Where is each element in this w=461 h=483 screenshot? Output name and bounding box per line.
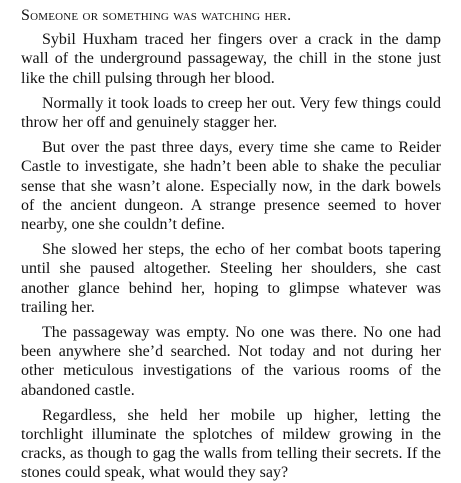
paragraph-3: But over the past three days, every time she came to Reider Castle to investigate, she hadn’t been able to shake the peculiar sense that she wasn’t alone. Especially now, in the dark bowels of the ancient dungeon. A strange presence seemed to hover nearby, one she couldn’t define. xyxy=(21,139,441,234)
paragraph-1: Sybil Huxham traced her fingers over a crack in the damp wall of the underground passageway, the chill in the stone just like the chill pulsing through her blood. xyxy=(21,31,441,87)
opening-line: Someone or something was watching her. xyxy=(21,7,292,24)
paragraph-4: She slowed her steps, the echo of her combat boots tapering until she paused altogether. Steeling her shoulders, she cast another glance behind her, hoping to glimpse whatever was trailing her. xyxy=(21,241,441,316)
paragraph-5: The passageway was empty. No one was there. No one had been anywhere she’d searched. Not today and not during her other meticulous investigations of the various rooms of the abandoned castle. xyxy=(21,324,441,399)
paragraph-6: Regardless, she held her mobile up higher, letting the torchlight illuminate the splotches of mildew growing in the cracks, as though to gag the walls from telling their secrets. If the stones could speak, what would they say? xyxy=(21,406,441,482)
paragraph-2: Normally it took loads to creep her out. Very few things could throw her off and genuinely stagger her. xyxy=(21,94,441,132)
